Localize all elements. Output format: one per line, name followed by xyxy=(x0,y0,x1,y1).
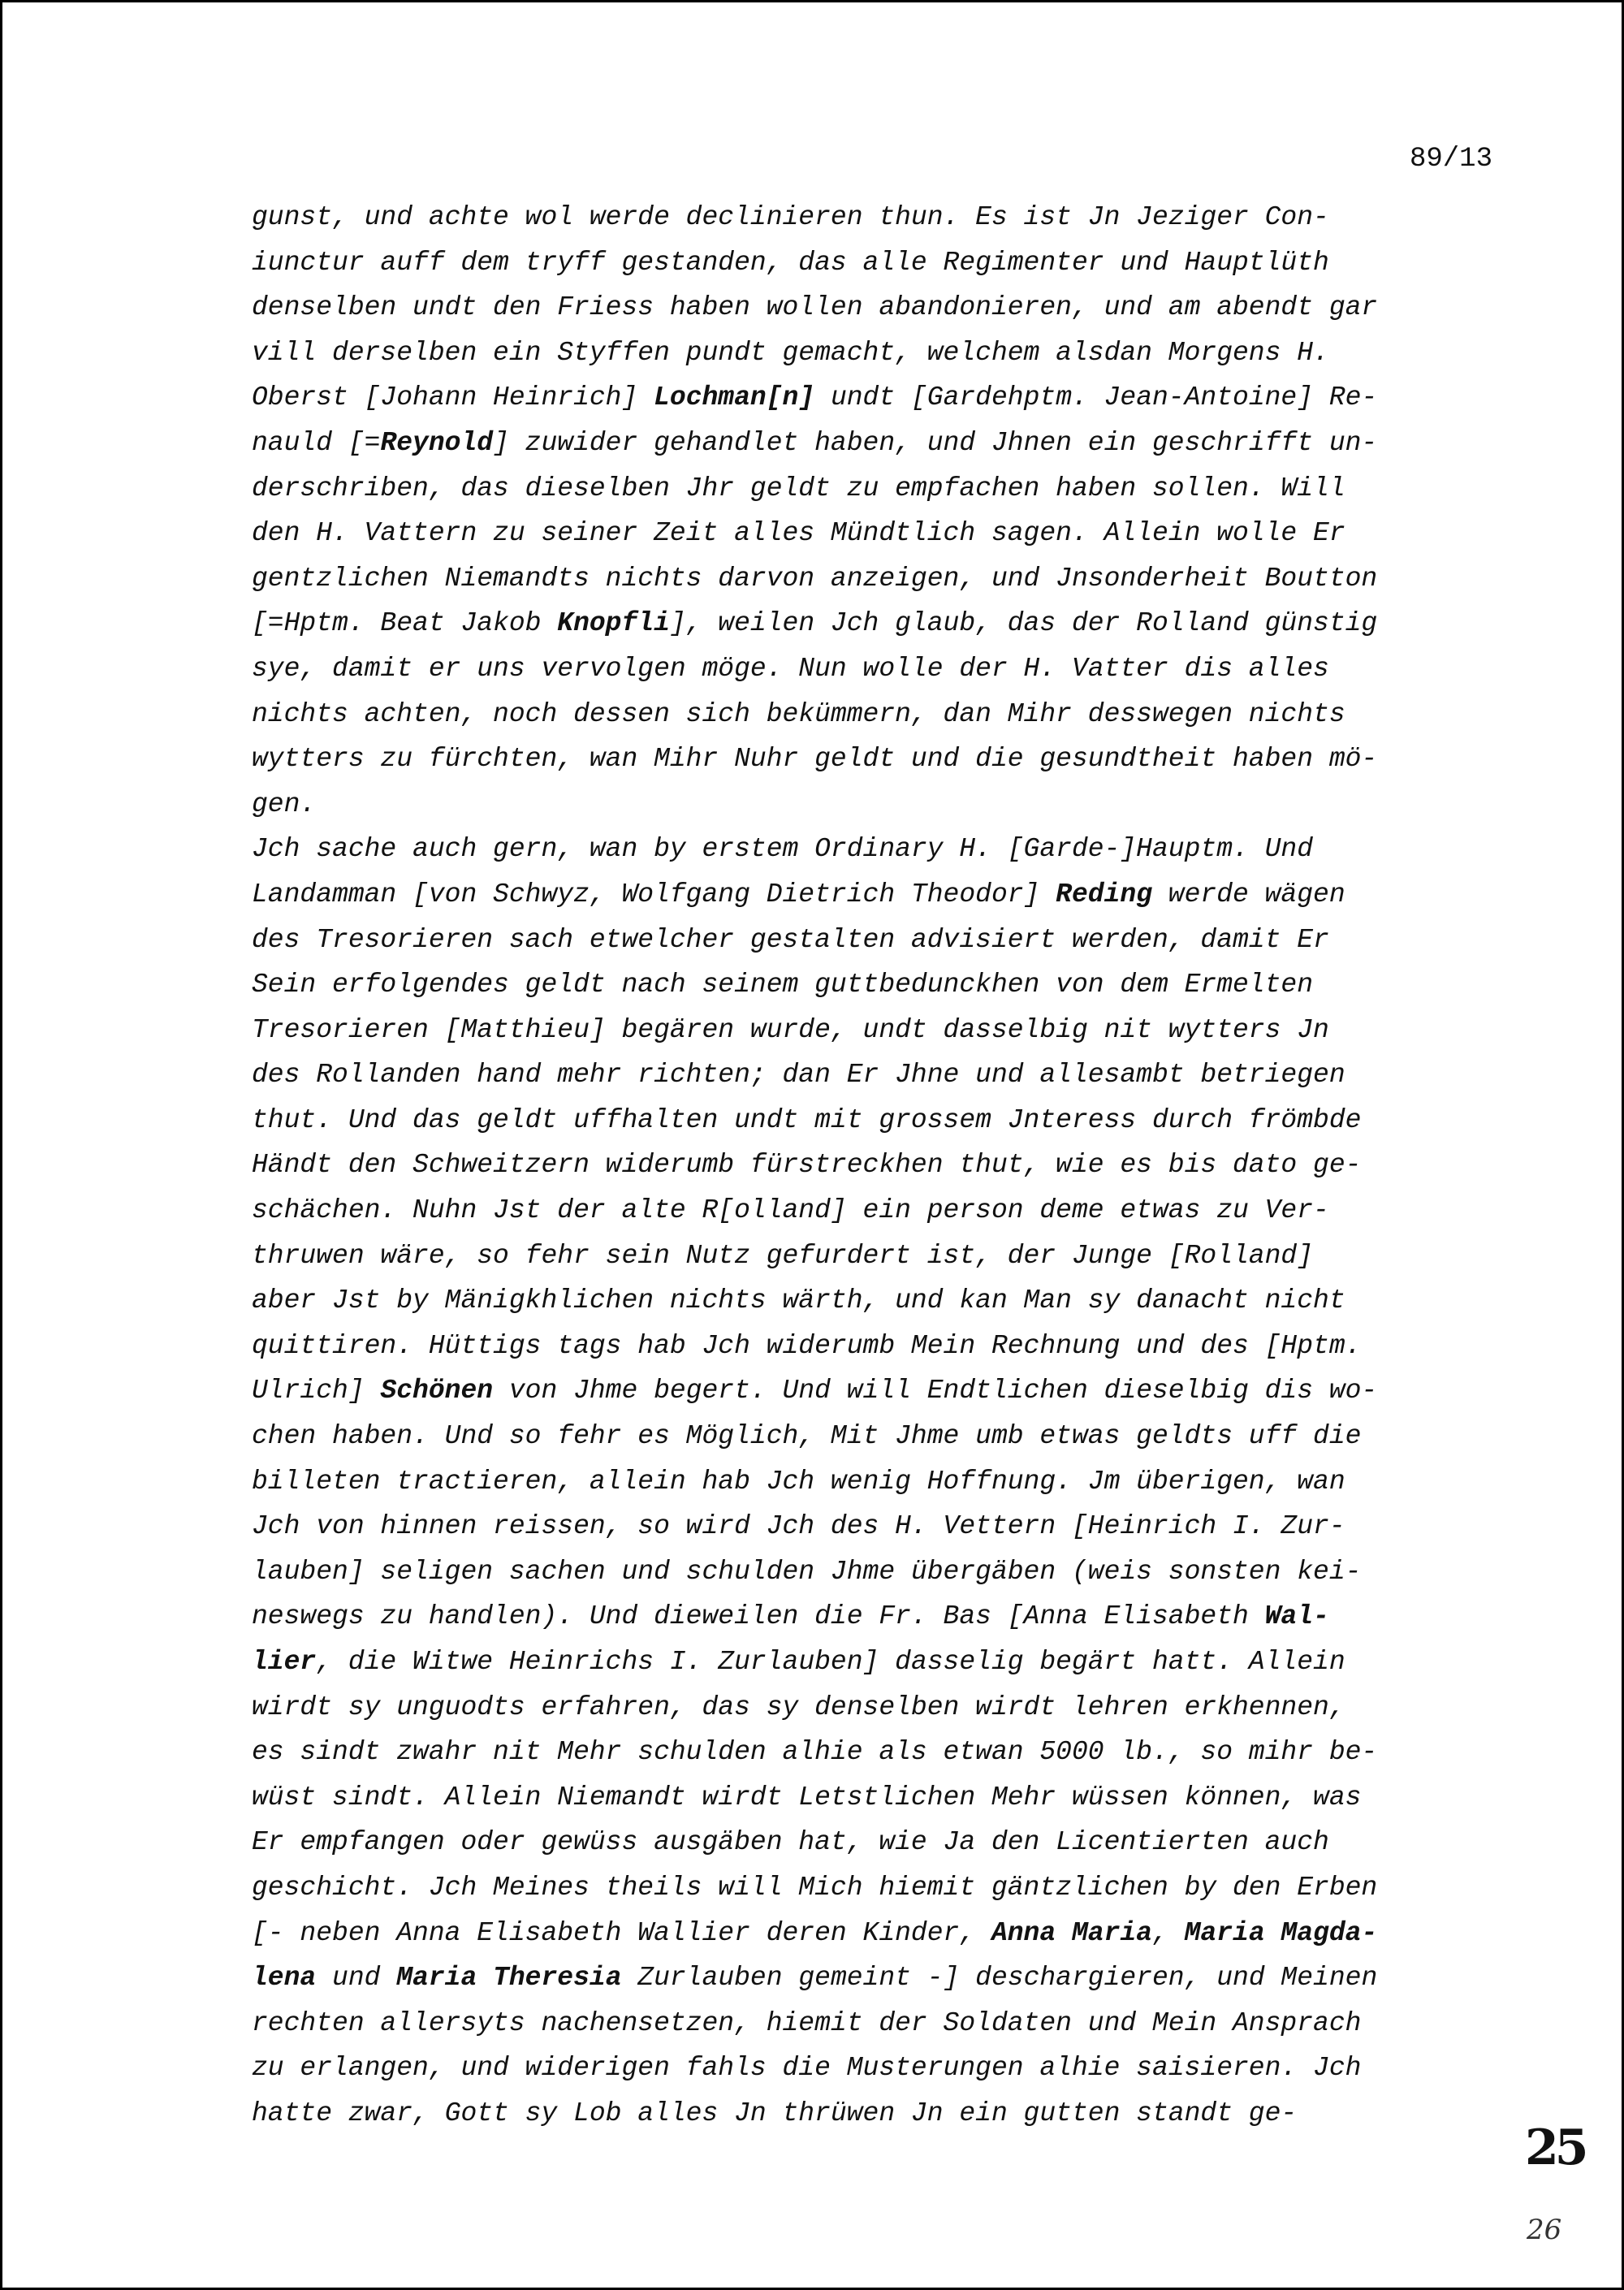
text-segment: Jch sache auch gern, wan by erstem Ordinary H. [Garde-]Hauptm. Und xyxy=(252,834,1314,865)
bold-name-segment: Lochman[n] xyxy=(654,382,815,413)
text-segment: denselben undt den Friess haben wollen abandonieren, und am abendt gar xyxy=(252,292,1378,323)
text-segment: und xyxy=(316,1963,397,1994)
pencil-folio-note: 26 xyxy=(1527,2214,1562,2246)
text-line xyxy=(252,1324,1518,1369)
text-line xyxy=(252,737,1518,782)
text-segment: [- neben Anna Elisabeth Wallier deren Kinder, xyxy=(252,1917,991,1948)
text-line xyxy=(252,1504,1518,1549)
text-segment: sye, damit er uns vervolgen möge. Nun wolle der H. Vatter dis alles xyxy=(252,653,1329,684)
text-segment: iunctur auff dem tryff gestanden, das alle Regimenter und Hauptlüth xyxy=(252,247,1329,278)
bold-name-segment: lier xyxy=(252,1647,317,1677)
text-segment: , die Witwe Heinrichs I. Zurlauben] dasselig begärt hatt. Allein xyxy=(316,1647,1345,1677)
text-segment: vill derselben ein Styffen pundt gemacht, welchem alsdan Morgens H. xyxy=(252,337,1329,368)
bold-name-segment: Anna Maria xyxy=(991,1917,1152,1948)
text-line xyxy=(252,466,1518,512)
text-line xyxy=(252,1278,1518,1324)
text-line xyxy=(252,1414,1518,1459)
text-segment: Oberst [Johann Heinrich] xyxy=(252,382,654,413)
text-segment: neswegs zu handlen). Und dieweilen die Fr. Bas [Anna Elisabeth xyxy=(252,1601,1265,1632)
text-line xyxy=(252,1368,1518,1414)
text-line xyxy=(252,827,1518,872)
text-segment: [=Hptm. Beat Jakob xyxy=(252,608,558,639)
text-segment: lauben] seligen sachen und schulden Jhme übergäben (weis sonsten kei- xyxy=(252,1556,1362,1587)
text-line xyxy=(252,872,1518,918)
scan-border-left xyxy=(0,0,2,2290)
bold-name-segment: Reynold xyxy=(380,427,494,458)
text-line xyxy=(252,195,1518,240)
text-line xyxy=(252,1730,1518,1775)
text-line xyxy=(252,285,1518,331)
text-segment: wirdt sy unguodts erfahren, das sy denselben wirdt lehren erkhennen, xyxy=(252,1692,1345,1722)
text-line xyxy=(252,240,1518,286)
text-segment: Zurlauben gemeint -] deschargieren, und Meinen xyxy=(621,1963,1378,1994)
text-segment: , xyxy=(1152,1917,1185,1948)
text-line xyxy=(252,1865,1518,1911)
text-segment: undt [Gardehptm. Jean-Antoine] Re- xyxy=(814,382,1378,413)
text-segment: wüst sindt. Allein Niemandt wirdt Letstlichen Mehr wüssen können, was xyxy=(252,1782,1362,1813)
text-segment: schächen. Nuhn Jst der alte R[olland] ein person deme etwas zu Ver- xyxy=(252,1195,1329,1226)
text-segment: von Jhme begert. Und will Endtlichen dieselbig dis wo- xyxy=(493,1376,1378,1406)
text-segment: thruwen wäre, so fehr sein Nutz gefurdert ist, der Junge [Rolland] xyxy=(252,1240,1314,1271)
text-line xyxy=(252,1052,1518,1098)
text-segment: Ulrich] xyxy=(252,1376,381,1406)
text-segment: des Tresorieren sach etwelcher gestalten advisiert werden, damit Er xyxy=(252,924,1329,955)
bold-name-segment: Maria Magda- xyxy=(1184,1917,1378,1948)
text-segment: nauld [= xyxy=(252,427,381,458)
bold-name-segment: Knopfli xyxy=(557,608,670,639)
text-segment: aber Jst by Mänigkhlichen nichts wärth, und kan Man sy danacht nicht xyxy=(252,1285,1345,1316)
bold-name-segment: Schönen xyxy=(380,1376,494,1406)
text-line xyxy=(252,1098,1518,1143)
bold-name-segment: lena xyxy=(252,1963,317,1994)
scan-border-top xyxy=(0,0,1624,2)
text-line xyxy=(252,918,1518,963)
text-line xyxy=(252,1955,1518,2001)
text-line xyxy=(252,1911,1518,1956)
bold-name-segment: Wal- xyxy=(1264,1601,1329,1632)
text-segment: gentzlichen Niemandts nichts darvon anzeigen, und Jnsonderheit Boutton xyxy=(252,563,1378,594)
text-line xyxy=(252,1775,1518,1821)
text-segment: ], weilen Jch glaub, das der Rolland günstig xyxy=(669,608,1378,639)
text-line xyxy=(252,1188,1518,1234)
page-number: 89/13 xyxy=(1409,144,1492,175)
bold-name-segment: Maria Theresia xyxy=(396,1963,622,1994)
transcription-body xyxy=(252,195,1518,2137)
text-line xyxy=(252,2091,1518,2137)
text-segment: zu erlangen, und widerigen fahls die Musterungen alhie saisieren. Jch xyxy=(252,2053,1362,2084)
text-segment: Händt den Schweitzern widerumb fürstreckhen thut, wie es bis dato ge- xyxy=(252,1150,1362,1181)
text-segment: Jch von hinnen reissen, so wird Jch des H. Vettern [Heinrich I. Zur- xyxy=(252,1511,1345,1542)
text-line xyxy=(252,601,1518,646)
text-line xyxy=(252,1143,1518,1188)
text-segment: thut. Und das geldt uffhalten undt mit grossem Jnteress durch frömbde xyxy=(252,1104,1362,1135)
text-segment: ] zuwider gehandlet haben, und Jhnen ein geschrifft un- xyxy=(493,427,1378,458)
bold-name-segment: Reding xyxy=(1056,879,1152,910)
text-segment: nichts achten, noch dessen sich bekümmern, dan Mihr desswegen nichts xyxy=(252,698,1345,729)
text-segment: billeten tractieren, allein hab Jch wenig Hoffnung. Jm überigen, wan xyxy=(252,1466,1345,1497)
text-line xyxy=(252,782,1518,827)
text-segment: werde wägen xyxy=(1152,879,1345,910)
text-segment: hatte zwar, Gott sy Lob alles Jn thrüwen Jn ein gutten standt ge- xyxy=(252,2098,1298,2128)
text-segment: Er empfangen oder gewüss ausgäben hat, wie Ja den Licentierten auch xyxy=(252,1827,1329,1858)
text-line xyxy=(252,1640,1518,1685)
text-segment: den H. Vattern zu seiner Zeit alles Mündtlich sagen. Allein wolle Er xyxy=(252,518,1345,549)
folio-stamp: 25 xyxy=(1525,2119,1585,2176)
text-segment: chen haben. Und so fehr es Möglich, Mit Jhme umb etwas geldts uff die xyxy=(252,1421,1362,1452)
text-segment: gunst, und achte wol werde declinieren thun. Es ist Jn Jeziger Con- xyxy=(252,202,1329,232)
text-line xyxy=(252,1008,1518,1053)
text-segment: rechten allersyts nachensetzen, hiemit der Soldaten und Mein Ansprach xyxy=(252,2007,1362,2038)
text-segment: Tresorieren [Matthieu] begären wurde, undt dasselbig nit wytters Jn xyxy=(252,1014,1329,1045)
text-line xyxy=(252,2001,1518,2046)
text-segment: Landamman [von Schwyz, Wolfgang Dietrich Theodor] xyxy=(252,879,1056,910)
text-segment: Sein erfolgendes geldt nach seinem guttbedunckhen von dem Ermelten xyxy=(252,970,1314,1000)
text-segment: geschicht. Jch Meines theils will Mich hiemit gäntzlichen by den Erben xyxy=(252,1872,1378,1903)
text-segment: wytters zu fürchten, wan Mihr Nuhr geldt und die gesundtheit haben mö- xyxy=(252,744,1378,775)
text-line xyxy=(252,1234,1518,1279)
text-segment: des Rollanden hand mehr richten; dan Er Jhne und allesambt betriegen xyxy=(252,1060,1345,1091)
text-segment: gen. xyxy=(252,789,317,819)
text-line xyxy=(252,2046,1518,2091)
text-line xyxy=(252,962,1518,1008)
text-segment: derschriben, das dieselben Jhr geldt zu empfachen haben sollen. Will xyxy=(252,473,1345,503)
text-line xyxy=(252,421,1518,466)
text-line xyxy=(252,511,1518,556)
text-line xyxy=(252,1685,1518,1730)
text-line xyxy=(252,556,1518,602)
text-line xyxy=(252,1459,1518,1505)
text-line xyxy=(252,375,1518,421)
text-line xyxy=(252,331,1518,376)
text-segment: quittiren. Hüttigs tags hab Jch widerumb Mein Rechnung und des [Hptm. xyxy=(252,1330,1362,1361)
text-line xyxy=(252,1594,1518,1640)
text-line xyxy=(252,646,1518,692)
text-line xyxy=(252,1549,1518,1595)
text-line xyxy=(252,692,1518,737)
text-segment: es sindt zwahr nit Mehr schulden alhie als etwan 5000 lb., so mihr be- xyxy=(252,1737,1378,1768)
text-line xyxy=(252,1820,1518,1865)
